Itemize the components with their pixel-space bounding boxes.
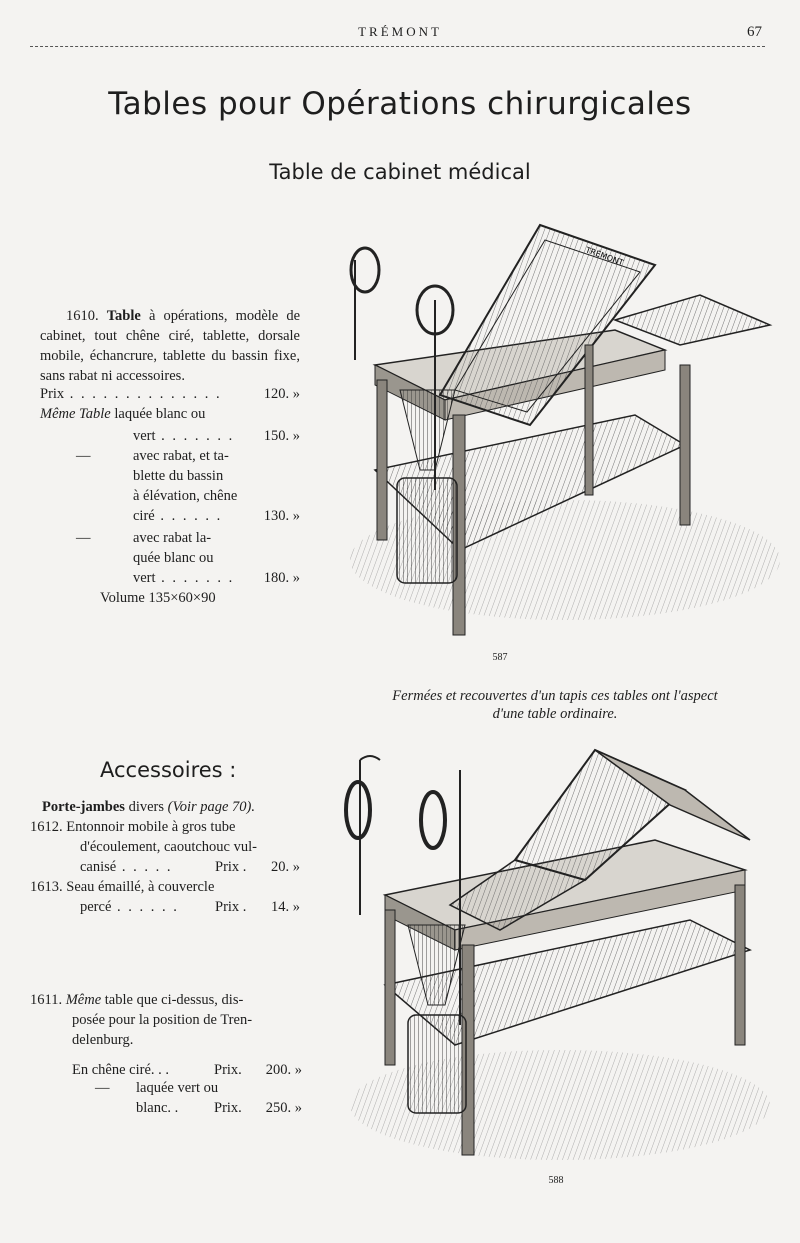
opt1-price: 200. » [265,1062,302,1078]
variant-1-price: 150. » [263,428,300,444]
item-1610-prix-row: Prix . . . . . . . . . . . . . . 120. » [40,386,300,402]
variant-2-dash: — [76,448,91,464]
item-1611-row1 [30,990,243,1010]
variant-2-line2: blette du bassin [133,468,224,484]
variant-2-line3: à élévation, chêne [133,488,238,504]
figure-587-caption [330,687,780,723]
engraving-brand: TRÉMONT [584,245,625,268]
opt1-label: En chêne ciré. . . [72,1062,170,1078]
variant-1-label: Même Table [40,406,111,422]
variant-1-text: laquée blanc ou [114,406,206,422]
variant-2-row-price: ciré . . . . . . 130. » [133,508,300,524]
item-1612-price: 20. » [271,859,300,875]
item-1610-name: Table [106,308,141,324]
caption-line-1: Fermées et recouvertes d'un tapis ces tables ont l'aspect [392,688,718,704]
variant-1-row-b: vert . . . . . . . 150. » [133,428,300,444]
item-1613-line2: percé [80,899,112,915]
item-1611-number: 1611. [30,992,63,1008]
item-1613-row2: percé . . . . . . Prix . 14. » [80,899,300,915]
item-1610-number: 1610. [66,308,99,324]
item-1612-line1: Entonnoir mobile à gros tube [66,819,236,835]
variant-3-price: 180. » [263,570,300,586]
variant-3-dash: — [76,530,91,546]
item-1613-prix: Prix . [215,899,247,915]
figure-588-number: 588 [548,1175,564,1186]
section-subtitle: Table de cabinet médical [269,160,531,184]
variant-2-line4: ciré [133,508,155,524]
opt2-prix: Prix. [214,1100,242,1116]
item-1612-row1 [30,817,235,837]
item-1611-opt2 [136,1098,302,1118]
header-rule [30,46,765,47]
figure-587-engraving [335,220,780,645]
accessoires-title: Accessoires : [100,758,237,782]
page-number: 67 [747,24,762,40]
porte-jambes-rest: divers [128,799,164,815]
porte-jambes-label: Porte-jambes [42,799,125,815]
item-1611-name: Même [65,992,102,1008]
prix-value: 120. » [263,386,300,402]
item-1610-volume: Volume 135×60×90 [100,590,216,606]
caption-line-2: d'une table ordinaire. [492,706,618,722]
variant-3-line1: avec rabat la- [133,530,212,546]
item-1610-text: à opérations, modèle de cabinet, tout chêne ciré, tablette, dorsale mobile, échancrure, tablette du bassin fixe, sans rabat ni accessoires. [40,308,301,384]
item-1612-line3: canisé [80,859,117,875]
item-1613-row1 [30,877,214,897]
item-1610-description [40,306,300,386]
item-1613-price: 14. » [271,899,300,915]
variant-3-row-price: vert . . . . . . . 180. » [133,570,300,586]
voir-page-ref: (Voir page 70). [167,799,256,815]
opt2-line1: laquée vert ou [136,1080,219,1096]
item-1611-opt1 [72,1060,302,1080]
item-1611-line2: posée pour la position de Tren- [72,1012,253,1028]
running-header [0,24,800,44]
prix-label: Prix [40,386,65,402]
figure-588-engraving [330,745,770,1165]
opt2-price: 250. » [265,1100,302,1116]
item-1611-line3: delenburg. [72,1032,134,1048]
item-1612-line2: d'écoulement, caoutchouc vul- [80,839,257,855]
variant-1-text-b: vert [133,428,156,444]
variant-3-line3: vert [133,570,156,586]
variant-2-price: 130. » [263,508,300,524]
page-title: Tables pour Opérations chirurgicales [108,86,692,122]
item-1613-line1: Seau émaillé, à couvercle [66,879,215,895]
item-1612-number: 1612. [30,819,63,835]
running-title: TRÉMONT [358,24,442,39]
item-1612-row3: canisé . . . . . Prix . 20. » [80,859,300,875]
figure-587-number: 587 [492,652,508,663]
variant-1-row-a [40,404,205,424]
opt1-prix: Prix. [214,1062,242,1078]
variant-3-line2: quée blanc ou [133,550,214,566]
opt2-line2: blanc. . [136,1100,179,1116]
variant-2-line1: avec rabat, et ta- [133,448,229,464]
item-1613-number: 1613. [30,879,63,895]
item-1611-line1: table que ci-dessus, dis- [104,992,244,1008]
opt2-dash: — [95,1080,110,1096]
item-1612-prix: Prix . [215,859,247,875]
porte-jambes-row [42,797,255,817]
